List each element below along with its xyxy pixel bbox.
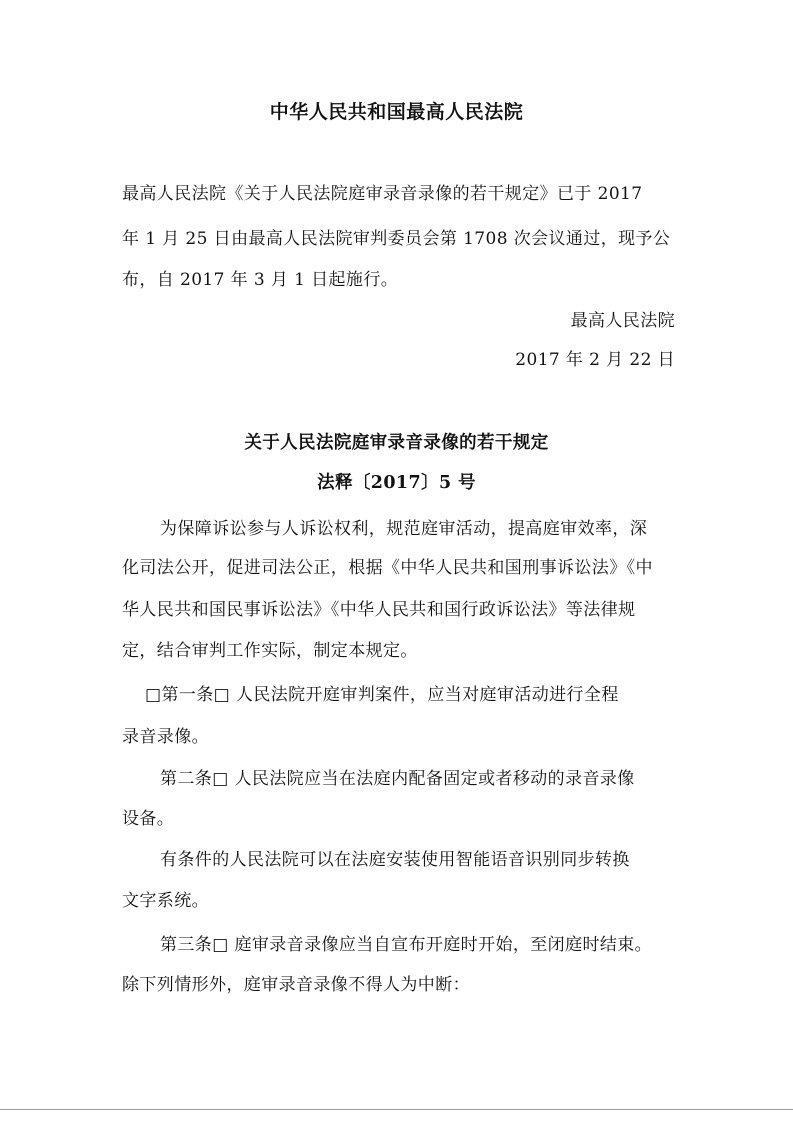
preamble-line-2: 化司法公开，促进司法公正，根据《中华人民共和国刑事诉讼法》《中	[122, 558, 653, 578]
article-2-para-2-line-2: 文字系统。	[122, 891, 209, 911]
signature-date: 2017 年 2 月 22 日	[515, 350, 675, 370]
regulation-number: 法释〔2017〕5 号	[317, 473, 476, 493]
article-1-line-2: 录音录像。	[122, 727, 209, 747]
regulation-title: 关于人民法院庭审录音录像的若干规定	[244, 433, 549, 453]
signature: 最高人民法院	[570, 311, 675, 331]
announcement-line-1: 最高人民法院《关于人民法院庭审录音录像的若干规定》已于 2017	[122, 184, 643, 204]
article-3-line-1: 第三条□ 庭审录音录像应当自宣布开庭时开始，至闭庭时结束。	[160, 935, 653, 955]
announcement-line-2: 年 1 月 25 日由最高人民法院审判委员会第 1708 次会议通过，现予公	[122, 229, 671, 249]
article-2-para-2-line-1: 有条件的人民法院可以在法庭安装使用智能语音识别同步转换	[160, 850, 630, 870]
article-2-line-1: 第二条□ 人民法院应当在法庭内配备固定或者移动的录音录像	[160, 769, 635, 789]
preamble-line-1: 为保障诉讼参与人诉讼权利，规范庭审活动，提高庭审效率，深	[160, 519, 648, 539]
preamble-line-3: 华人民共和国民事诉讼法》《中华人民共和国行政诉讼法》等法律规	[122, 600, 636, 620]
article-3-line-2: 除下列情形外，庭审录音录像不得人为中断：	[122, 975, 470, 995]
document-title: 中华人民共和国最高人民法院	[269, 101, 524, 123]
page-bottom-divider	[0, 1109, 793, 1110]
article-2-line-2: 设备。	[122, 809, 175, 829]
article-1-line-1: □第一条□ 人民法院开庭审判案件，应当对庭审活动进行全程	[145, 685, 619, 705]
preamble-line-4: 定，结合审判工作实际，制定本规定。	[122, 641, 418, 661]
announcement-line-3: 布，自 2017 年 3 月 1 日起施行。	[122, 270, 399, 290]
